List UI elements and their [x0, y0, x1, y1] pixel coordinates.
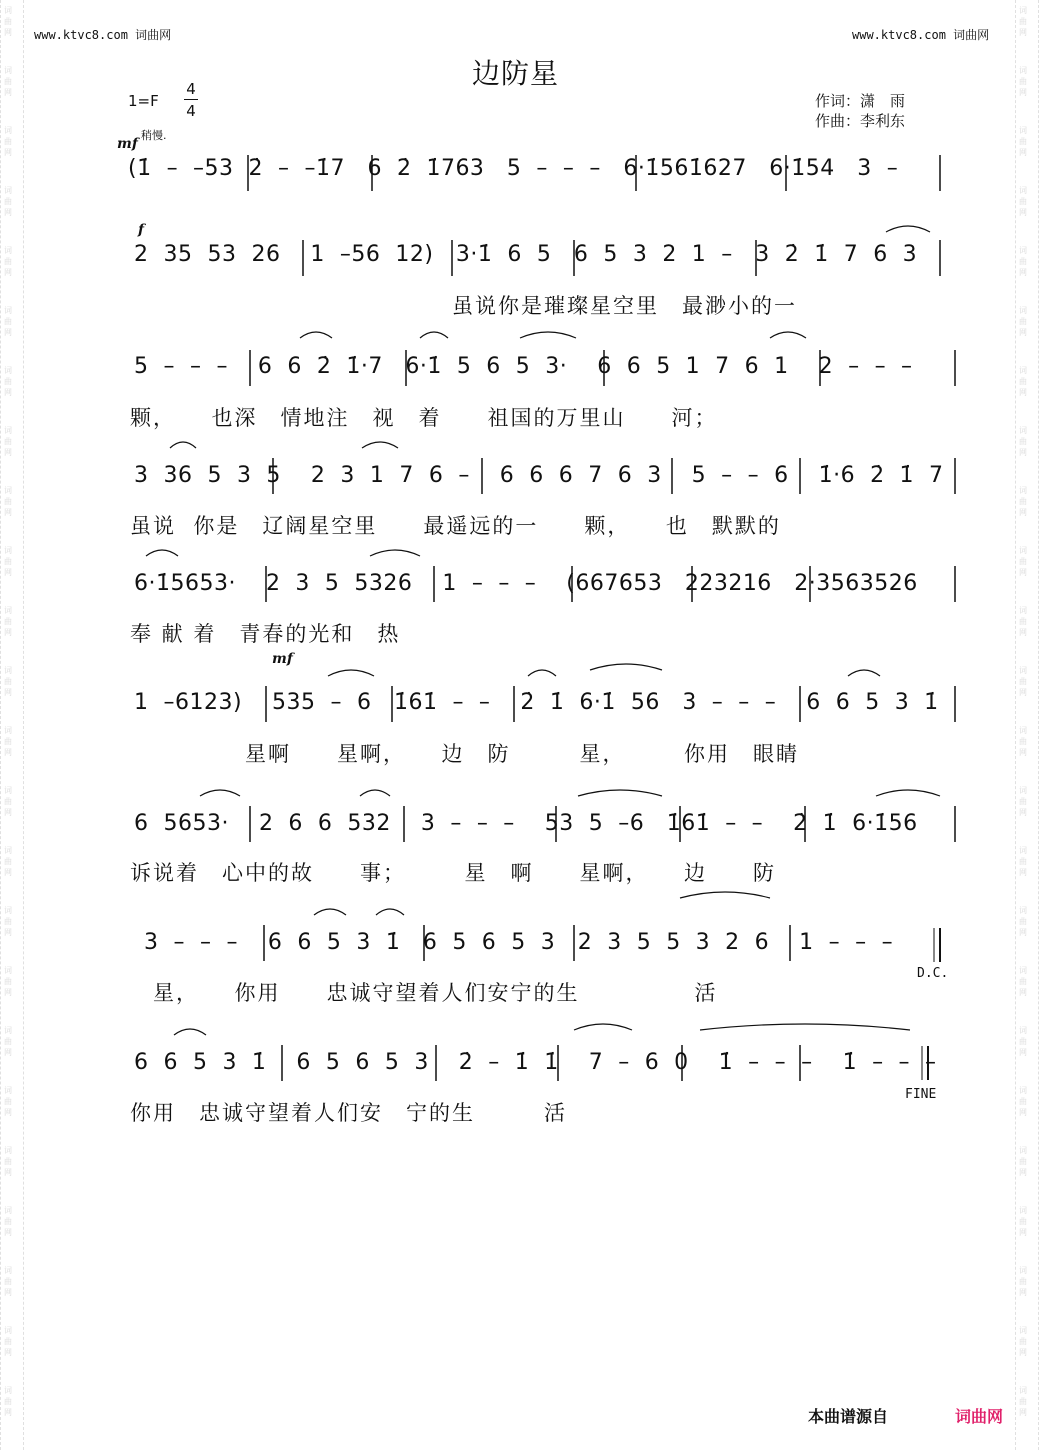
watermark-glyph: 曲: [4, 557, 12, 566]
watermark-glyph: 词: [4, 1146, 12, 1155]
fine-marking: FINE: [905, 1087, 937, 1102]
watermark-glyph: 曲: [4, 617, 12, 626]
watermark-glyph: 网: [1019, 508, 1027, 517]
watermark-glyph: 词: [4, 726, 12, 735]
watermark-glyph: 词: [4, 126, 12, 135]
watermark-glyph: 网: [1019, 448, 1027, 457]
watermark-glyph: 曲: [1019, 1157, 1027, 1166]
watermark-glyph: 词: [4, 786, 12, 795]
watermark-glyph: 网: [4, 688, 12, 697]
tie-slur: [174, 1029, 206, 1035]
dc-marking: D.C.: [917, 966, 949, 981]
notation-line-6: 1 –6123) 535 – 6 1̇61̇ – – 2̇ 1̇ 6·1̇ 56 3 – – – 6 6 5 3 1̇: [134, 690, 939, 715]
lyric-line-3: 颗， 也深 情地注 视 着 祖国的万里山 河；: [130, 406, 718, 430]
watermark-glyph: 曲: [1019, 77, 1027, 86]
notation-line-5: 6·1̇5653· 2 3 5 5326 1 – – – (667653 223216 2·3563526: [134, 571, 918, 596]
watermark-glyph: 网: [1019, 1348, 1027, 1357]
watermark-glyph: 网: [1019, 268, 1027, 277]
notation-line-2: 2 35 53 26 1 –56 12) 3·1̇ 6 5 6 5 3 2 1 – 3 2̇ 1̇ 7 6 3: [134, 242, 918, 267]
key-signature: 1=F: [128, 92, 159, 110]
lyric-line-6: 星啊 星啊， 边 防 星， 你用 眼睛: [130, 742, 799, 766]
watermark-glyph: 网: [1019, 388, 1027, 397]
watermark-glyph: 曲: [4, 377, 12, 386]
tie-slur: [362, 442, 398, 448]
tempo-marking: 稍慢.: [141, 129, 167, 142]
watermark-glyph: 曲: [4, 857, 12, 866]
watermark-glyph: 词: [1019, 966, 1027, 975]
tie-slur: [300, 332, 332, 338]
watermark-glyph: 词: [1019, 546, 1027, 555]
footer-source-site[interactable]: 词曲网: [955, 1407, 1004, 1426]
notation-line-3: 5 – – – 6 6 2̇ 1̇·7 6·1̇ 5 6 5 3· 6 6 5 1 7 6 1 2 – – –: [134, 354, 913, 379]
watermark-glyph: 词: [4, 1266, 12, 1275]
watermark-glyph: 曲: [1019, 1097, 1027, 1106]
watermark-glyph: 网: [4, 1168, 12, 1177]
watermark-glyph: 网: [4, 808, 12, 817]
watermark-glyph: 词: [1019, 1266, 1027, 1275]
watermark-glyph: 曲: [4, 437, 12, 446]
watermark-glyph: 网: [4, 1348, 12, 1357]
watermark-glyph: 词: [4, 846, 12, 855]
watermark-glyph: 词: [4, 666, 12, 675]
watermark-glyph: 曲: [4, 1397, 12, 1406]
watermark-glyph: 网: [4, 1408, 12, 1417]
watermark-glyph: 词: [1019, 666, 1027, 675]
watermark-glyph: 词: [1019, 726, 1027, 735]
tie-slur: [680, 892, 770, 898]
watermark-glyph: 网: [4, 1048, 12, 1057]
watermark-glyph: 网: [4, 508, 12, 517]
watermark-glyph: 词: [1019, 1026, 1027, 1035]
tie-slur: [170, 442, 196, 448]
watermark-glyph: 曲: [4, 497, 12, 506]
watermark-glyph: 曲: [1019, 677, 1027, 686]
watermark-glyph: 网: [1019, 328, 1027, 337]
watermark-glyph: 词: [4, 306, 12, 315]
watermark-glyph: 词: [1019, 486, 1027, 495]
lyric-line-5: 奉 献 着 青春的光和 热: [130, 622, 401, 646]
watermark-glyph: 词: [1019, 1086, 1027, 1095]
watermark-glyph: 词: [4, 1386, 12, 1395]
notation-line-1: (1̇ – –53 2̇ – –1̇7 6 2̇ 1̇763 5 – – – 6·1̇561̇627 6·1̇54 3 –: [128, 156, 899, 181]
watermark-glyph: 曲: [4, 317, 12, 326]
watermark-glyph: 网: [4, 148, 12, 157]
footer-source-label: 本曲谱源自: [808, 1407, 889, 1426]
watermark-glyph: 网: [1019, 1228, 1027, 1237]
tie-slur: [700, 1024, 910, 1030]
watermark-glyph: 网: [1019, 928, 1027, 937]
tie-slur: [886, 226, 930, 232]
notation-line-4: 3 36 5 3 5 2 3 1 7 6 – 6 6 6 7 6 3 5 – – 6 1̇·6 2̇ 1̇ 7: [134, 463, 944, 488]
lyric-line-4: 虽说 你是 辽阔星空里 最遥远的一 颗， 也 默默的: [130, 514, 781, 538]
lyric-line-8: 星， 你用 忠诚守望着人们安宁的生 活: [130, 981, 718, 1005]
watermark-glyph: 曲: [4, 137, 12, 146]
tie-slur: [528, 670, 556, 676]
watermark-glyph: 词: [4, 1026, 12, 1035]
watermark-glyph: 曲: [1019, 617, 1027, 626]
tie-slur: [200, 790, 240, 796]
song-title: 边防星: [472, 57, 560, 90]
composer: 作曲：李利东: [815, 112, 906, 130]
watermark-glyph: 曲: [4, 737, 12, 746]
watermark-glyph: 词: [1019, 426, 1027, 435]
watermark-glyph: 网: [4, 208, 12, 217]
tie-slur: [314, 909, 346, 915]
watermark-glyph: 词: [1019, 6, 1027, 15]
lyric-line-7: 诉说着 心中的故 事； 星 啊 星啊， 边 防: [130, 861, 776, 885]
watermark-glyph: 曲: [4, 917, 12, 926]
tie-slur: [360, 790, 390, 796]
watermark-glyph: 曲: [1019, 857, 1027, 866]
watermark-glyph: 词: [1019, 186, 1027, 195]
watermark-glyph: 词: [4, 246, 12, 255]
watermark-glyph: 曲: [4, 1337, 12, 1346]
watermark-glyph: 网: [1019, 88, 1027, 97]
watermark-glyph: 曲: [1019, 917, 1027, 926]
watermark-glyph: 网: [1019, 988, 1027, 997]
watermark-glyph: 词: [1019, 606, 1027, 615]
watermark-glyph: 网: [4, 1228, 12, 1237]
watermark-glyph: 网: [4, 388, 12, 397]
watermark-glyph: 网: [4, 868, 12, 877]
tie-slur: [520, 332, 576, 338]
watermark-glyph: 词: [1019, 906, 1027, 915]
watermark-glyph: 曲: [4, 797, 12, 806]
watermark-glyph: 曲: [1019, 737, 1027, 746]
notation-line-8: 3 – – – 6 6 5 3 1̇ 6 5 6 5 3 2 3 5 5 3 2 6 1 – – –: [144, 930, 894, 955]
watermark-glyph: 网: [1019, 1408, 1027, 1417]
watermark-glyph: 网: [4, 28, 12, 37]
watermark-glyph: 词: [4, 66, 12, 75]
watermark-glyph: 网: [1019, 1108, 1027, 1117]
watermark-glyph: 词: [4, 366, 12, 375]
watermark-glyph: 词: [4, 606, 12, 615]
watermark-glyph: 网: [1019, 1048, 1027, 1057]
tie-slur: [770, 332, 806, 338]
notation-line-9: 6 6 5 3 1̇ 6 5 6 5 3 2̇ – 1̇ 1̇ 7 – 6 0 1̇ – – – 1̇ – – –: [134, 1050, 937, 1075]
watermark-glyph: 词: [4, 1206, 12, 1215]
watermark-glyph: 曲: [1019, 497, 1027, 506]
watermark-glyph: 词: [1019, 1206, 1027, 1215]
watermark-glyph: 网: [4, 268, 12, 277]
watermark-glyph: 曲: [4, 977, 12, 986]
watermark-glyph: 词: [1019, 846, 1027, 855]
watermark-glyph: 词: [1019, 366, 1027, 375]
watermark-glyph: 曲: [4, 17, 12, 26]
watermark-glyph: 曲: [1019, 317, 1027, 326]
watermark-glyph: 词: [1019, 246, 1027, 255]
watermark-glyph: 网: [4, 328, 12, 337]
lyric-line-2: 虽说你是璀璨星空里 最渺小的一: [452, 294, 797, 318]
watermark-glyph: 网: [1019, 688, 1027, 697]
watermark-glyph: 词: [1019, 786, 1027, 795]
dynamic-mf-intro: mf: [117, 136, 138, 152]
watermark-glyph: 网: [1019, 568, 1027, 577]
lyricist: 作词：潇 雨: [815, 92, 906, 110]
watermark-glyph: 网: [4, 928, 12, 937]
watermark-glyph: 词: [1019, 1146, 1027, 1155]
watermark-glyph: 曲: [1019, 1037, 1027, 1046]
watermark-glyph: 词: [1019, 306, 1027, 315]
watermark-glyph: 曲: [1019, 1277, 1027, 1286]
watermark-glyph: 网: [1019, 628, 1027, 637]
watermark-glyph: 曲: [1019, 137, 1027, 146]
notation-line-7: 6 5653· 2 6 6 532 3 – – – 53 5 –6 1̇61̇ – – 2̇ 1̇ 6·1̇56: [134, 811, 918, 836]
watermark-glyph: 曲: [1019, 17, 1027, 26]
tie-slur: [370, 550, 420, 556]
watermark-glyph: 网: [1019, 148, 1027, 157]
site-header-right: www.ktvc8.com 词曲网: [852, 28, 990, 42]
watermark-glyph: 词: [4, 1086, 12, 1095]
watermark-glyph: 网: [4, 1288, 12, 1297]
watermark-glyph: 网: [4, 88, 12, 97]
watermark-glyph: 网: [4, 1108, 12, 1117]
watermark-glyph: 曲: [4, 1277, 12, 1286]
tie-slur: [574, 1024, 632, 1030]
tie-slur: [420, 332, 448, 338]
watermark-glyph: 词: [4, 966, 12, 975]
watermark-glyph: 曲: [1019, 377, 1027, 386]
watermark-glyph: 网: [1019, 1288, 1027, 1297]
watermark-glyph: 曲: [4, 197, 12, 206]
watermark-glyph: 词: [1019, 1326, 1027, 1335]
watermark-glyph: 网: [1019, 28, 1027, 37]
lyric-line-9: 你用 忠诚守望着人们安 宁的生 活: [130, 1101, 567, 1125]
watermark-glyph: 网: [4, 748, 12, 757]
watermark-glyph: 曲: [1019, 1217, 1027, 1226]
tie-slur: [848, 670, 880, 676]
tie-slur: [146, 550, 178, 556]
site-header-left: www.ktvc8.com 词曲网: [34, 28, 172, 42]
watermark-glyph: 网: [1019, 208, 1027, 217]
tie-slur: [578, 790, 662, 796]
watermark-glyph: 曲: [1019, 1337, 1027, 1346]
watermark-glyph: 词: [4, 1326, 12, 1335]
watermark-glyph: 曲: [4, 257, 12, 266]
tie-slur: [328, 670, 374, 676]
watermark-glyph: 词: [4, 186, 12, 195]
watermark-glyph: 曲: [4, 677, 12, 686]
dynamic-mf-chorus: mf: [272, 651, 293, 667]
watermark-glyph: 词: [4, 486, 12, 495]
watermark-glyph: 词: [4, 546, 12, 555]
watermark-glyph: 曲: [1019, 977, 1027, 986]
tie-slur: [876, 790, 940, 796]
watermark-glyph: 曲: [4, 1217, 12, 1226]
watermark-glyph: 词: [1019, 1386, 1027, 1395]
watermark-glyph: 曲: [1019, 437, 1027, 446]
watermark-glyph: 词: [1019, 66, 1027, 75]
watermark-glyph: 网: [4, 988, 12, 997]
watermark-glyph: 网: [1019, 748, 1027, 757]
watermark-glyph: 网: [4, 448, 12, 457]
watermark-glyph: 曲: [4, 77, 12, 86]
watermark-glyph: 网: [1019, 1168, 1027, 1177]
watermark-glyph: 网: [4, 628, 12, 637]
watermark-glyph: 曲: [1019, 197, 1027, 206]
watermark-glyph: 曲: [1019, 797, 1027, 806]
tie-slur: [590, 664, 662, 670]
watermark-glyph: 词: [4, 426, 12, 435]
watermark-glyph: 网: [1019, 868, 1027, 877]
watermark-glyph: 曲: [4, 1097, 12, 1106]
dynamic-f: f: [138, 222, 145, 238]
watermark-glyph: 曲: [1019, 1397, 1027, 1406]
watermark-glyph: 网: [1019, 808, 1027, 817]
watermark-glyph: 曲: [1019, 257, 1027, 266]
watermark-glyph: 网: [4, 568, 12, 577]
watermark-glyph: 词: [4, 6, 12, 15]
tie-slur: [376, 909, 404, 915]
watermark-glyph: 曲: [4, 1157, 12, 1166]
watermark-glyph: 曲: [4, 1037, 12, 1046]
watermark-glyph: 词: [4, 906, 12, 915]
watermark-glyph: 词: [1019, 126, 1027, 135]
watermark-glyph: 曲: [1019, 557, 1027, 566]
time-signature-top: 4: [186, 80, 196, 98]
time-signature-bottom: 4: [186, 102, 196, 120]
